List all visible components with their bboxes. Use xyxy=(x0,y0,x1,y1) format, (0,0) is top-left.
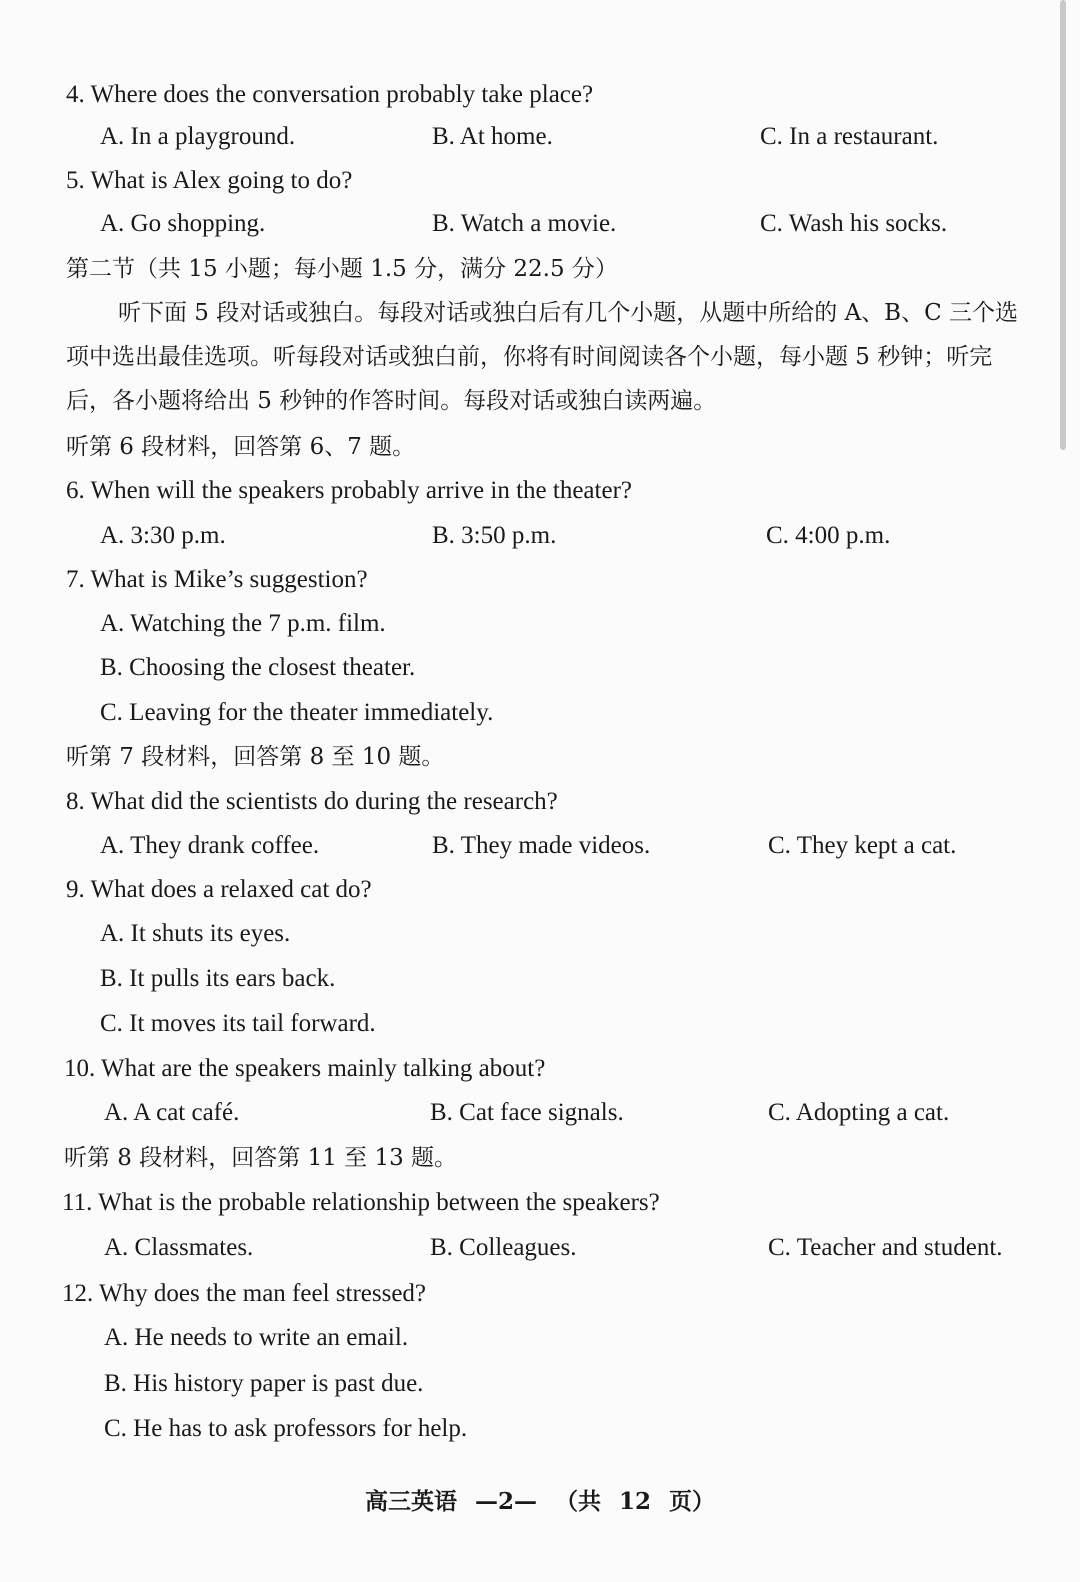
question-9-option-a: A. It shuts its eyes. xyxy=(100,920,291,947)
page-footer: 高三英语 —2— （共 12 页） xyxy=(364,1488,716,1515)
question-5-stem: 5. What is Alex going to do? xyxy=(66,167,353,194)
question-7-stem: 7. What is Mike’s suggestion? xyxy=(66,566,368,593)
question-11-option-b: B. Colleagues. xyxy=(430,1234,577,1261)
question-8-option-c: C. They kept a cat. xyxy=(768,832,957,859)
question-10-option-b: B. Cat face signals. xyxy=(430,1099,624,1126)
material-6-heading: 听第 6 段材料，回答第 6、7 题。 xyxy=(66,434,416,460)
question-4-stem: 4. Where does the conversation probably take place? xyxy=(66,81,594,108)
question-7-option-a: A. Watching the 7 p.m. film. xyxy=(100,610,386,637)
question-11-stem: 11. What is the probable relationship between the speakers? xyxy=(62,1189,660,1216)
question-12-option-a: A. He needs to write an email. xyxy=(104,1324,409,1351)
question-8-option-a: A. They drank coffee. xyxy=(100,832,320,859)
question-5-option-a: A. Go shopping. xyxy=(100,210,266,237)
material-7-heading: 听第 7 段材料，回答第 8 至 10 题。 xyxy=(66,744,445,770)
question-12-option-b: B. His history paper is past due. xyxy=(104,1370,424,1397)
material-8-heading: 听第 8 段材料，回答第 11 至 13 题。 xyxy=(64,1145,458,1171)
question-6-stem: 6. When will the speakers probably arrive in the theater? xyxy=(66,477,632,504)
question-6-option-c: C. 4:00 p.m. xyxy=(766,522,891,549)
question-6-option-b: B. 3:50 p.m. xyxy=(432,522,557,549)
question-9-option-b: B. It pulls its ears back. xyxy=(100,965,336,992)
question-7-option-b: B. Choosing the closest theater. xyxy=(100,654,416,681)
question-4-option-a: A. In a playground. xyxy=(100,123,296,150)
question-11-option-a: A. Classmates. xyxy=(104,1234,254,1261)
question-12-stem: 12. Why does the man feel stressed? xyxy=(62,1280,427,1307)
question-7-option-c: C. Leaving for the theater immediately. xyxy=(100,699,494,726)
question-6-option-a: A. 3:30 p.m. xyxy=(100,522,226,549)
question-5-option-b: B. Watch a movie. xyxy=(432,210,617,237)
question-9-stem: 9. What does a relaxed cat do? xyxy=(66,876,372,903)
question-8-option-b: B. They made videos. xyxy=(432,832,651,859)
question-10-option-a: A. A cat café. xyxy=(104,1099,240,1126)
question-9-option-c: C. It moves its tail forward. xyxy=(100,1010,376,1037)
question-10-option-c: C. Adopting a cat. xyxy=(768,1099,950,1126)
question-8-stem: 8. What did the scientists do during the research? xyxy=(66,788,558,815)
section-2-instructions: 听下面 5 段对话或独白。每段对话或独白后有几个小题，从题中所给的 A、B、C 三个选项中选出最佳选项。听每段对话或独白前，你将有时间阅读各个小题，每小题 5 秒钟；听完后，各小题将给出 5 秒钟的作答时间。每段对话或独白读两遍。 xyxy=(66,300,1018,414)
question-10-stem: 10. What are the speakers mainly talking about? xyxy=(64,1055,546,1082)
question-4-option-b: B. At home. xyxy=(432,123,553,150)
question-5-option-c: C. Wash his socks. xyxy=(760,210,948,237)
question-12-option-c: C. He has to ask professors for help. xyxy=(104,1415,468,1442)
scrollbar-thumb[interactable] xyxy=(1060,0,1066,450)
question-11-option-c: C. Teacher and student. xyxy=(768,1234,1003,1261)
section-2-title: 第二节（共 15 小题；每小题 1.5 分，满分 22.5 分） xyxy=(66,256,618,282)
question-4-option-c: C. In a restaurant. xyxy=(760,123,939,150)
